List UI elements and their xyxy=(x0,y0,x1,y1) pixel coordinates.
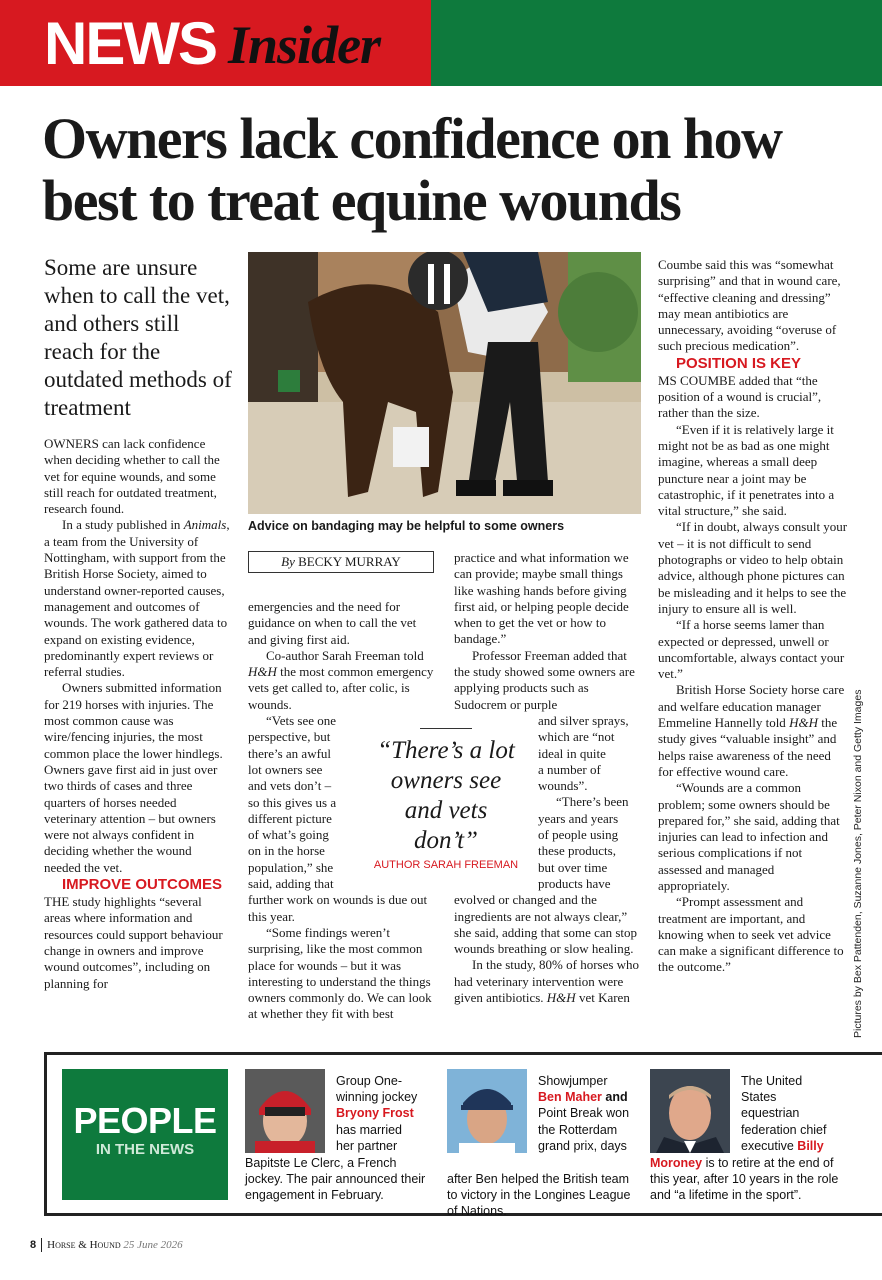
person-photo-bryony-frost xyxy=(245,1069,325,1153)
picture-credit: Pictures by Bex Pattenden, Suzanne Jones, Peter Nixon and Getty Images xyxy=(852,689,864,1038)
magazine-abbrev: H&H xyxy=(789,715,818,731)
paragraph: “Some findings weren’t surprising, like the most common place for wounds – but it was interesting to understand the things owners commonly do. We can look at whether they fit with best xyxy=(248,924,432,1022)
person-item-1-side: Group One- winning jockey Bryony Frost has married her partner xyxy=(336,1073,428,1154)
person-photo-billy-moroney xyxy=(650,1069,730,1153)
page-number: 8 xyxy=(30,1239,37,1251)
person-photo-ben-maher xyxy=(447,1069,527,1153)
subhead-improve-outcomes: IMPROVE OUTCOMES xyxy=(62,876,223,894)
article-column-1 xyxy=(44,436,230,992)
paragraph: OWNERS can lack confidence when deciding whether to call the vet for equine wounds, and some still reach for outdated treatment, research found. xyxy=(44,436,220,517)
paragraph: and silver sprays, which are “not ideal in quite a number of wounds”. “There’s been years and years of people using these products, but over time products have xyxy=(538,712,629,891)
pullquote: “There’s a lot owners see and vets don’t” xyxy=(377,737,515,854)
paragraph: “Vets see one perspective, but there’s an awful lot owners see and vets don’t – so this gives us a different picture of what’s going on in the horse population,” she said, adding that further work on wounds is due out this year. xyxy=(248,713,428,924)
paragraph: “Even if it is relatively large it might not be as bad as one might imagine, whereas a small deep puncture near a joint may be catastrophic, if it penetrates into a vital structure,” she said. xyxy=(658,421,835,519)
portrait-jockey xyxy=(245,1069,325,1153)
person-name-ben-maher: Ben Maher xyxy=(538,1090,602,1105)
portrait-showjumper xyxy=(447,1069,527,1153)
person-name-billy: Billy xyxy=(797,1138,824,1153)
photo-illustration xyxy=(248,252,641,514)
paragraph: MS COUMBE added that “the position of a wound is crucial”, rather than the size. xyxy=(658,372,822,421)
people-in-the-news-logo: PEOPLE IN THE NEWS xyxy=(62,1069,228,1200)
subhead-position-is-key: POSITION IS KEY xyxy=(676,354,802,372)
paragraph: “If a horse seems lamer than expected or depressed, unwell or uncomfortable, always contact your vet.” xyxy=(658,617,845,682)
article-column-4 xyxy=(658,257,848,976)
person-name-bryony-frost: Bryony Frost xyxy=(336,1106,414,1121)
paragraph: evolved or changed and the ingredients are not always clear,” she said, adding that some can stop wounds breathing or slow healing. xyxy=(454,892,638,957)
paragraph: “Prompt assessment and treatment are important, and knowing when to seek vet advice can make a significant difference to the outcome.” xyxy=(658,894,844,975)
paragraph: “Wounds are a common problem; some owners should be prepared for,” she said, adding that injuries can lead to infection and serious complications if not assessed and managed appropriately. xyxy=(658,780,840,893)
banner-green-block xyxy=(431,0,882,86)
paragraph: Coumbe said this was “somewhat surprising” and that in wound care, “effective cleaning and dressing” may mean antibiotics are unnecessary, avoiding “overuse of such precious medication”. xyxy=(658,257,841,354)
section-title-insider: Insider xyxy=(228,15,381,75)
paragraph: In a study published in Animals, a team from the University of Nottingham, with support from the British Horse Society, aimed to understand owner-reported causes, management and outcomes of wounds. The work gathered data to expand on existing evidence, predominantly expert reviews or referral studies. xyxy=(44,517,230,680)
pullquote-attribution: AUTHOR SARAH FREEMAN xyxy=(373,859,519,871)
photo-caption: Advice on bandaging may be helpful to some owners xyxy=(248,519,565,533)
paragraph: “If in doubt, always consult your vet – it is not difficult to send photographs or video to help obtain advice, although phone pictures can be misleading and it helps to see the injury to ensure all is well. xyxy=(658,519,848,616)
person-item-1-text: Bapitste Le Clerc, a French jockey. The pair announced their engagement in February. xyxy=(245,1156,426,1203)
section-title-news: NEWS xyxy=(44,10,216,77)
standfirst: Some are unsure when to call the vet, and others still reach for the outdated methods of treatment xyxy=(44,255,232,420)
paragraph: emergencies and the need for guidance on when to call the vet and giving first aid. xyxy=(248,599,417,647)
paragraph: Owners submitted information for 219 horses with injuries. The most common cause was wire/fencing injuries, the most common place the lower hindlegs. Owners gave first aid in just over two thirds of cases and three quarters of horses needed veterinary attention – but owners were not always confident in deciding whether the wound needed the vet. xyxy=(44,680,223,875)
person-item-2-text: after Ben helped the British team to victory in the Longines League of Nations. xyxy=(447,1172,631,1219)
person-name-moroney: Moroney xyxy=(650,1156,703,1170)
paragraph: practice and what information we can provide; maybe small things like washing hands before giving first aid, or helping people decide when to get the vet or how to bandage.” xyxy=(454,550,629,647)
paragraph: Co-author Sarah Freeman told H&H the most common emergency vets get called to, after colic, is wounds. xyxy=(248,647,434,712)
byline: By BECKY MURRAY xyxy=(248,551,434,573)
horse-bandaging-photo xyxy=(248,252,641,514)
person-item-3-side: The United States equestrian federation chief executive Billy xyxy=(741,1074,827,1153)
person-item-2-side: Showjumper Ben Maher and Point Break won the Rotterdam grand prix, days xyxy=(538,1074,630,1153)
issue-date: 25 June 2026 xyxy=(123,1239,183,1251)
magazine-abbrev: H&H xyxy=(546,990,576,1006)
paragraph: THE study highlights “several areas where information and resources could support behaviour change in owners and improve wound outcomes”, including on planning for xyxy=(44,894,223,991)
person-item-3-text: Moroney is to retire at the end of this year, after 10 years in the role and “a lifetime in the sport”. xyxy=(650,1156,839,1203)
headline: Owners lack confidence on how best to treat equine wounds xyxy=(42,106,782,233)
paragraph: Professor Freeman added that the study showed some owners are applying products such as Sudocrem or purple xyxy=(454,647,635,712)
journal-name: Animals xyxy=(183,517,227,533)
paragraph: British Horse Society horse care and welfare education manager Emmeline Hannelly told H&H the study gives “valuable insight” and helps raise awareness of the need for effective wound care. xyxy=(658,682,845,779)
portrait-executive xyxy=(650,1069,730,1153)
pullquote-rule xyxy=(420,728,472,729)
paragraph: In the study, 80% of horses who had veterinary intervention were given antibiotics. H&H vet Karen xyxy=(454,957,640,1006)
magazine-abbrev: H&H xyxy=(248,664,277,680)
magazine-name: Horse & Hound xyxy=(47,1239,121,1251)
page-footer xyxy=(30,1238,183,1252)
